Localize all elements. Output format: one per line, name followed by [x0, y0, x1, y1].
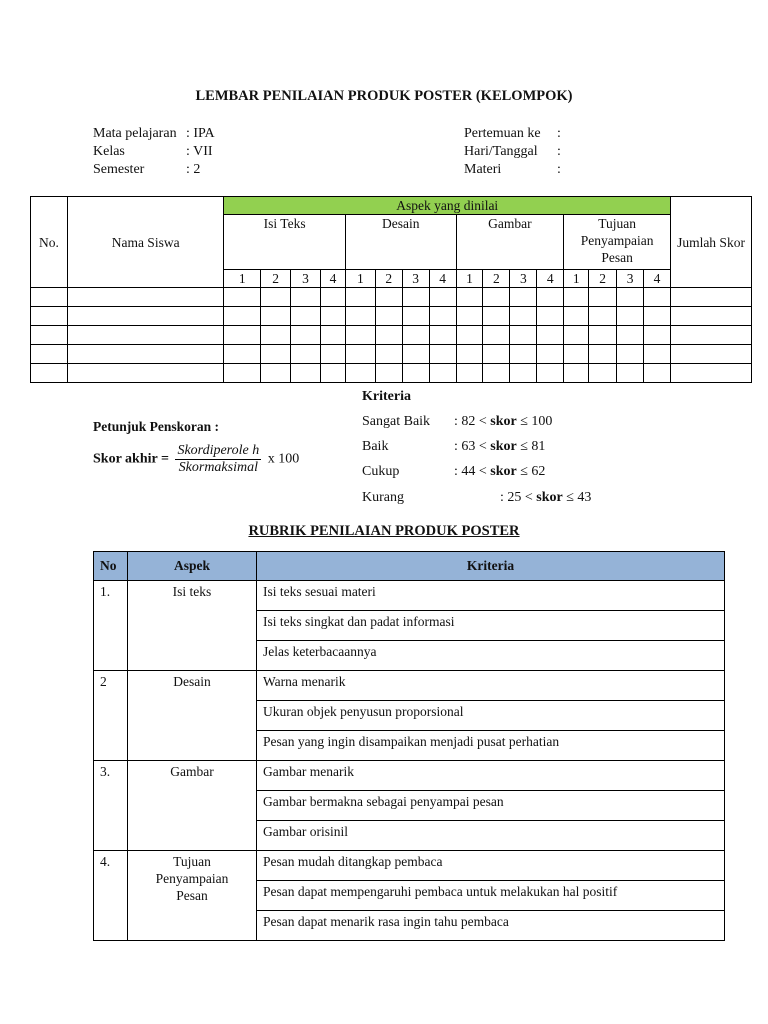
table-row [94, 581, 725, 611]
score-cell[interactable] [345, 288, 375, 307]
rubrik-aspek: Tujuan Penyampaian Pesan [127, 851, 256, 941]
score-cell[interactable] [483, 288, 510, 307]
score-cell[interactable] [456, 326, 483, 345]
score-cell[interactable] [617, 326, 644, 345]
level-header: 3 [617, 270, 644, 288]
score-cell[interactable] [483, 345, 510, 364]
score-cell[interactable] [671, 307, 752, 326]
score-cell[interactable] [617, 364, 644, 383]
kriteria-skor: skor [536, 490, 563, 505]
materi-value: : [557, 162, 561, 177]
score-cell[interactable] [261, 364, 291, 383]
rubrik-aspek: Desain [127, 671, 256, 761]
score-cell[interactable] [375, 307, 402, 326]
score-cell[interactable] [291, 307, 321, 326]
level-header: 4 [321, 270, 346, 288]
kriteria-range [454, 439, 545, 455]
score-cell[interactable] [456, 307, 483, 326]
semester-label: Semester [93, 162, 145, 177]
formula-multiplier: x 100 [267, 451, 300, 467]
kriteria-skor: skor [490, 439, 517, 454]
pertemuan-value: : [557, 126, 561, 141]
score-cell[interactable] [402, 345, 429, 364]
score-cell[interactable] [321, 288, 346, 307]
score-cell[interactable] [644, 364, 671, 383]
kriteria-prefix: : 63 < [454, 439, 491, 454]
score-cell[interactable] [31, 345, 68, 364]
aspect-header: Desain [345, 215, 456, 270]
level-header: 2 [375, 270, 402, 288]
score-cell[interactable] [429, 326, 456, 345]
score-cell[interactable] [617, 288, 644, 307]
page-title: LEMBAR PENILAIAN PRODUK POSTER (KELOMPOK) [195, 88, 573, 104]
level-header: 1 [345, 270, 375, 288]
kriteria-label: Baik [362, 439, 389, 454]
score-cell[interactable] [589, 326, 617, 345]
score-cell[interactable] [537, 326, 564, 345]
level-header: 4 [429, 270, 456, 288]
kriteria-label: Sangat Baik [362, 414, 431, 429]
kriteria-prefix: : 44 < [454, 464, 491, 479]
rubrik-title: RUBRIK PENILAIAN PRODUK POSTER [248, 523, 520, 539]
score-cell[interactable] [261, 345, 291, 364]
table-row [31, 364, 752, 383]
score-cell[interactable] [224, 288, 261, 307]
score-cell[interactable] [67, 288, 223, 307]
kelas-label: Kelas [93, 144, 125, 159]
table-row [31, 288, 752, 307]
score-cell[interactable] [224, 345, 261, 364]
score-cell[interactable] [291, 326, 321, 345]
kriteria-prefix: : 82 < [454, 414, 491, 429]
rubrik-no: 2 [94, 671, 128, 761]
score-cell[interactable] [375, 288, 402, 307]
score-cell[interactable] [321, 345, 346, 364]
score-cell[interactable] [402, 288, 429, 307]
score-cell[interactable] [429, 307, 456, 326]
rubrik-no: 1. [94, 581, 128, 671]
level-header: 2 [483, 270, 510, 288]
kriteria-skor: skor [490, 414, 517, 429]
level-header: 3 [510, 270, 537, 288]
score-cell[interactable] [291, 345, 321, 364]
kriteria-range [454, 414, 552, 430]
rubrik-kriteria-item: Gambar orisinil [256, 821, 724, 851]
level-header: 4 [537, 270, 564, 288]
kriteria-suffix: ≤ 81 [516, 439, 546, 454]
score-cell[interactable] [402, 364, 429, 383]
score-cell[interactable] [589, 288, 617, 307]
score-cell[interactable] [291, 288, 321, 307]
score-cell[interactable] [589, 364, 617, 383]
kriteria-suffix: ≤ 43 [562, 490, 592, 505]
rubrik-table [93, 551, 725, 941]
kriteria-skor: skor [490, 464, 517, 479]
score-cell[interactable] [224, 364, 261, 383]
kriteria-suffix: ≤ 62 [516, 464, 546, 479]
mapel-label: Mata pelajaran [93, 126, 177, 141]
kriteria-heading: Kriteria [362, 389, 411, 404]
level-header: 1 [224, 270, 261, 288]
petunjuk-heading: Petunjuk Penskoran : [93, 419, 220, 434]
hari-value: : [557, 144, 561, 159]
score-cell[interactable] [510, 307, 537, 326]
score-cell[interactable] [510, 326, 537, 345]
kriteria-range [454, 464, 545, 480]
level-header: 1 [456, 270, 483, 288]
score-cell[interactable] [67, 307, 223, 326]
rubrik-kriteria-item: Pesan dapat menarik rasa ingin tahu pembaca [256, 911, 724, 941]
score-cell[interactable] [375, 345, 402, 364]
rubrik-kriteria-item: Pesan mudah ditangkap pembaca [256, 851, 724, 881]
score-cell[interactable] [429, 345, 456, 364]
score-cell[interactable] [345, 345, 375, 364]
pertemuan-label: Pertemuan ke [464, 126, 541, 141]
score-cell[interactable] [375, 326, 402, 345]
score-cell[interactable] [402, 326, 429, 345]
table-row [94, 761, 725, 791]
kelas-value: : VII [186, 144, 213, 159]
kriteria-suffix: ≤ 100 [516, 414, 553, 429]
score-cell[interactable] [483, 307, 510, 326]
table-row [31, 326, 752, 345]
mapel-value: : IPA [186, 126, 215, 141]
rubrik-kriteria-item: Gambar bermakna sebagai penyampai pesan [256, 791, 724, 821]
score-cell[interactable] [345, 307, 375, 326]
score-cell[interactable] [644, 326, 671, 345]
score-cell[interactable] [321, 307, 346, 326]
score-cell[interactable] [671, 364, 752, 383]
score-cell[interactable] [31, 364, 68, 383]
score-cell[interactable] [537, 307, 564, 326]
score-cell[interactable] [321, 326, 346, 345]
score-cell[interactable] [564, 288, 589, 307]
rubrik-aspek: Gambar [127, 761, 256, 851]
score-cell[interactable] [67, 326, 223, 345]
score-cell[interactable] [261, 307, 291, 326]
score-cell[interactable] [429, 288, 456, 307]
score-cell[interactable] [345, 326, 375, 345]
rubrik-aspek-header: Aspek [127, 552, 256, 581]
materi-label: Materi [464, 162, 502, 177]
level-header: 2 [589, 270, 617, 288]
nama-header: Nama Siswa [67, 197, 223, 288]
kriteria-range [500, 490, 591, 506]
aspek-header: Aspek yang dinilai [224, 197, 671, 215]
formula-denominator: Skormaksimal [178, 460, 258, 475]
score-cell[interactable] [671, 345, 752, 364]
table-row [31, 307, 752, 326]
rubrik-aspek: Isi teks [127, 581, 256, 671]
score-cell[interactable] [510, 364, 537, 383]
score-cell[interactable] [224, 307, 261, 326]
rubrik-kriteria-item: Pesan yang ingin disampaikan menjadi pusat perhatian [256, 731, 724, 761]
kriteria-label: Cukup [362, 464, 400, 479]
score-cell[interactable] [67, 345, 223, 364]
rubrik-kriteria-item: Ukuran objek penyusun proporsional [256, 701, 724, 731]
semester-value: : 2 [186, 162, 201, 177]
rubrik-kriteria-item: Jelas keterbacaannya [256, 641, 724, 671]
score-cell[interactable] [564, 345, 589, 364]
score-cell[interactable] [644, 288, 671, 307]
score-cell[interactable] [456, 364, 483, 383]
level-header: 3 [402, 270, 429, 288]
rubrik-no-header: No [94, 552, 128, 581]
level-header: 3 [291, 270, 321, 288]
score-cell[interactable] [537, 288, 564, 307]
score-table [30, 196, 752, 383]
score-cell[interactable] [31, 288, 68, 307]
rubrik-no: 3. [94, 761, 128, 851]
score-cell[interactable] [510, 288, 537, 307]
rubrik-kriteria-item: Isi teks sesuai materi [256, 581, 724, 611]
level-header: 1 [564, 270, 589, 288]
score-cell[interactable] [483, 364, 510, 383]
no-header: No. [31, 197, 68, 288]
score-cell[interactable] [224, 326, 261, 345]
table-row [94, 671, 725, 701]
formula-numerator: Skordiperole h [177, 443, 260, 458]
kriteria-label: Kurang [362, 490, 404, 505]
aspect-header: Tujuan Penyampaian Pesan [564, 215, 671, 270]
score-cell[interactable] [564, 307, 589, 326]
jumlah-header: Jumlah Skor [671, 197, 752, 288]
score-cell[interactable] [345, 364, 375, 383]
rubrik-no: 4. [94, 851, 128, 941]
score-cell[interactable] [537, 364, 564, 383]
score-cell[interactable] [456, 288, 483, 307]
score-cell[interactable] [261, 326, 291, 345]
score-cell[interactable] [510, 345, 537, 364]
score-cell[interactable] [671, 326, 752, 345]
score-cell[interactable] [564, 326, 589, 345]
score-cell[interactable] [429, 364, 456, 383]
score-cell[interactable] [617, 307, 644, 326]
formula-lhs: Skor akhir = [93, 451, 169, 467]
rubrik-kriteria-item: Isi teks singkat dan padat informasi [256, 611, 724, 641]
score-cell[interactable] [589, 345, 617, 364]
level-header: 4 [644, 270, 671, 288]
score-cell[interactable] [671, 288, 752, 307]
score-cell[interactable] [589, 307, 617, 326]
kriteria-prefix: : 25 < [500, 490, 537, 505]
level-header: 2 [261, 270, 291, 288]
rubrik-kriteria-item: Pesan dapat mempengaruhi pembaca untuk melakukan hal positif [256, 881, 724, 911]
score-cell[interactable] [483, 326, 510, 345]
table-row [94, 851, 725, 881]
aspect-header: Isi Teks [224, 215, 346, 270]
score-cell[interactable] [321, 364, 346, 383]
hari-label: Hari/Tanggal [464, 144, 538, 159]
score-cell[interactable] [617, 345, 644, 364]
rubrik-kriteria-item: Warna menarik [256, 671, 724, 701]
score-cell[interactable] [456, 345, 483, 364]
score-cell[interactable] [537, 345, 564, 364]
score-cell[interactable] [402, 307, 429, 326]
score-cell[interactable] [31, 307, 68, 326]
score-cell[interactable] [644, 307, 671, 326]
score-cell[interactable] [31, 326, 68, 345]
table-row [31, 345, 752, 364]
score-cell[interactable] [291, 364, 321, 383]
score-cell[interactable] [375, 364, 402, 383]
formula-fraction [175, 443, 261, 476]
aspect-header: Gambar [456, 215, 564, 270]
rubrik-kriteria-item: Gambar menarik [256, 761, 724, 791]
rubrik-kriteria-header: Kriteria [256, 552, 724, 581]
score-formula [93, 443, 299, 476]
score-cell[interactable] [261, 288, 291, 307]
score-cell[interactable] [67, 364, 223, 383]
score-cell[interactable] [644, 345, 671, 364]
score-cell[interactable] [564, 364, 589, 383]
